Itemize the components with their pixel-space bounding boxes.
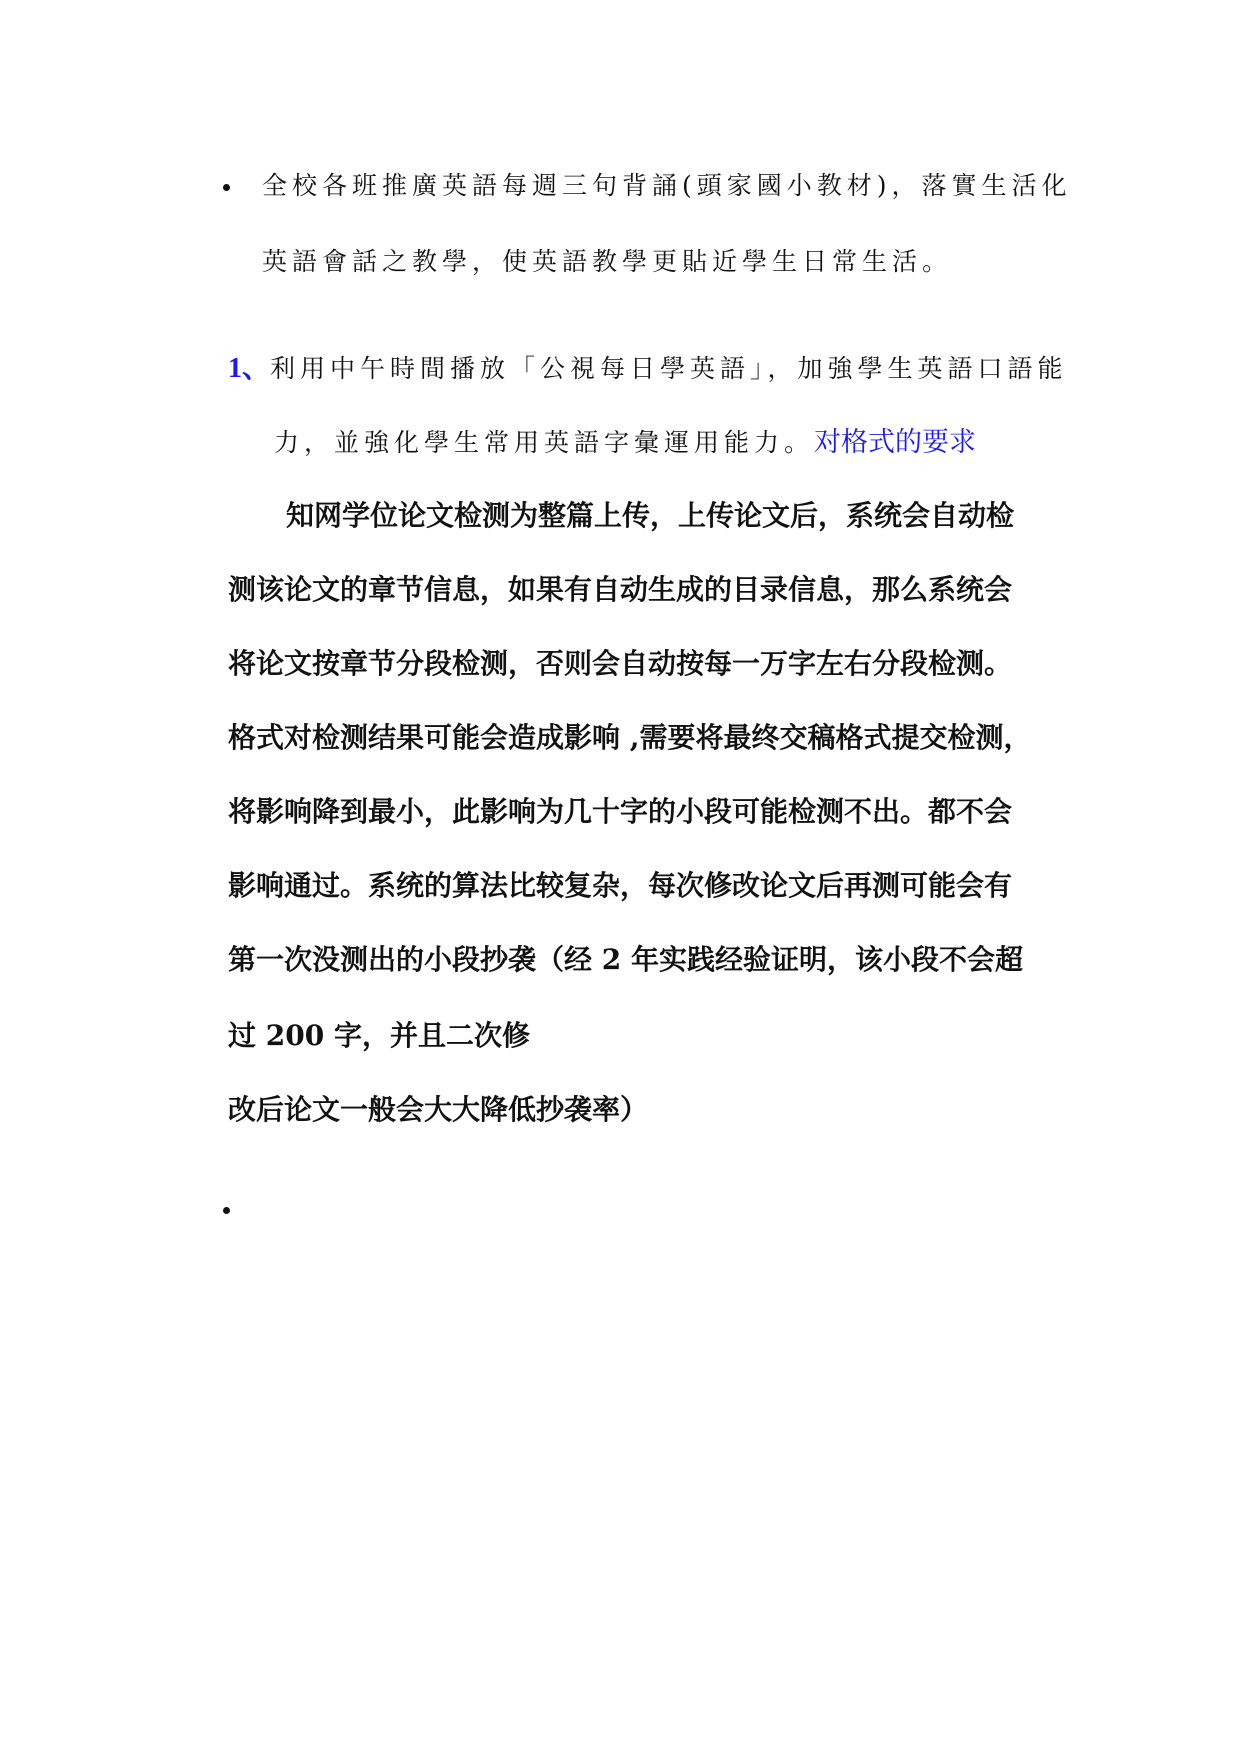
paragraph-line-8: 过 200 字，并且二次修 — [228, 1019, 530, 1052]
paragraph-line-3: 将论文按章节分段检测，否则会自动按每一万字左右分段检测。 — [228, 647, 1013, 680]
paragraph-line-2: 测该论文的章节信息，如果有自动生成的目录信息，那么系统会 — [228, 573, 1013, 606]
paragraph-line-6: 影响通过。系统的算法比较复杂，每次修改论文后再测可能会有 — [228, 869, 1013, 902]
list-item-1 — [228, 346, 1068, 386]
paragraph-line-7: 第一次没测出的小段抄袭（经 2 年实践经验证明，该小段不会超 — [228, 943, 1023, 976]
list-item-text-line-1: 利用中午時間播放「公視每日學英語」，加強學生英語口語能 — [270, 354, 1068, 383]
empty-bullet-dot — [223, 1207, 230, 1214]
format-requirements-link[interactable]: 对格式的要求 — [814, 427, 977, 458]
bullet-text-line-2: 英語會話之教學，使英語教學更貼近學生日常生活。 — [262, 247, 953, 276]
paragraph-line-4: 格式对检测结果可能会造成影响 ,需要将最终交稿格式提交检测， — [228, 721, 1032, 754]
list-item-1-continued — [274, 420, 976, 459]
paragraph-line-1: 知网学位论文检测为整篇上传，上传论文后，系统会自动检 — [286, 499, 1015, 532]
paragraph-line-5: 将影响降到最小，此影响为几十字的小段可能检测不出。都不会 — [228, 795, 1013, 828]
paragraph-line-9: 改后论文一般会大大降低抄袭率） — [228, 1093, 649, 1126]
list-item-text-line-2: 力，並強化學生常用英語字彙運用能力。 — [274, 428, 815, 457]
bullet-dot — [223, 184, 230, 191]
list-number: 1、 — [228, 353, 271, 384]
bullet-text-line-1: 全校各班推廣英語每週三句背誦(頭家國小教材)，落實生活化 — [262, 171, 1072, 200]
